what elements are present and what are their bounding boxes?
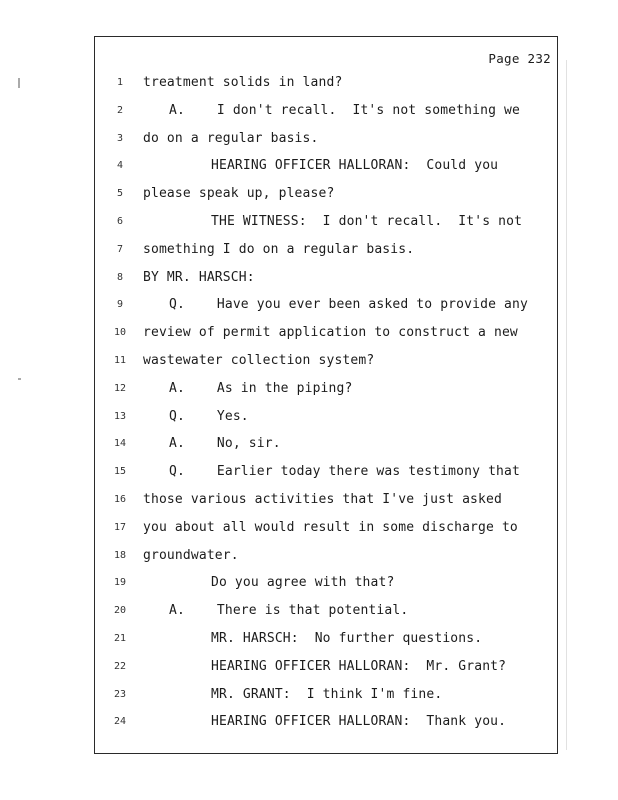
transcript-line: treatment solids in land? [143, 75, 343, 90]
line-number: 7 [116, 243, 124, 255]
transcript-line: Do you agree with that? [211, 575, 395, 591]
line-number: 20 [113, 605, 127, 617]
line-number: 9 [116, 299, 124, 311]
transcript-line: you about all would result in some discharge to [143, 519, 518, 535]
line-number: 23 [113, 688, 127, 700]
transcript-line: MR. GRANT: I think I'm fine. [211, 686, 443, 702]
line-number: 17 [113, 521, 127, 533]
line-number: 19 [113, 577, 127, 589]
transcript-line: THE WITNESS: I don't recall. It's not [211, 214, 523, 229]
transcript-line: Q. Yes. [169, 408, 249, 424]
transcript-line: A. There is that potential. [169, 603, 409, 619]
scan-mark [18, 78, 20, 88]
line-number: 6 [116, 216, 124, 227]
line-number: 14 [113, 438, 127, 450]
transcript-line: those various activities that I've just asked [143, 492, 502, 507]
transcript-line: HEARING OFFICER HALLORAN: Mr. Grant? [211, 658, 507, 674]
page-frame [94, 36, 558, 754]
transcript-line: Q. Earlier today there was testimony that [169, 464, 520, 480]
transcript-line: please speak up, please? [143, 186, 335, 202]
line-number: 11 [113, 355, 127, 366]
line-number: 5 [116, 188, 124, 200]
scan-mark [566, 60, 567, 750]
line-number: 12 [113, 382, 127, 394]
line-number: 13 [113, 410, 127, 422]
line-number: 24 [113, 716, 127, 728]
scan-mark [18, 378, 21, 380]
page-number: Page 232 [488, 51, 551, 66]
line-number: 1 [116, 77, 124, 88]
line-number: 2 [116, 104, 124, 116]
transcript-line: A. I don't recall. It's not something we [169, 102, 520, 118]
line-number: 10 [113, 327, 127, 339]
transcript-line: MR. HARSCH: No further questions. [211, 631, 483, 646]
transcript-line: do on a regular basis. [143, 130, 319, 146]
transcript-line: A. No, sir. [169, 436, 281, 452]
transcript-line: HEARING OFFICER HALLORAN: Could you [211, 158, 499, 174]
line-number: 8 [116, 271, 124, 283]
line-number: 18 [113, 549, 127, 561]
line-number: 16 [113, 494, 127, 505]
transcript-line: BY MR. HARSCH: [143, 269, 255, 285]
transcript-line: groundwater. [143, 547, 239, 563]
transcript-line: review of permit application to construct a new [143, 325, 518, 341]
line-number: 4 [116, 160, 124, 172]
line-number: 15 [113, 466, 127, 478]
transcript-line: Q. Have you ever been asked to provide any [169, 297, 528, 313]
transcript-line: HEARING OFFICER HALLORAN: Thank you. [211, 714, 507, 730]
transcript-line: wastewater collection system? [143, 353, 375, 368]
line-number: 3 [116, 132, 124, 144]
line-number: 21 [113, 633, 127, 644]
transcript-line: A. As in the piping? [169, 380, 353, 396]
line-number: 22 [113, 660, 127, 672]
transcript-line: something I do on a regular basis. [143, 241, 415, 257]
